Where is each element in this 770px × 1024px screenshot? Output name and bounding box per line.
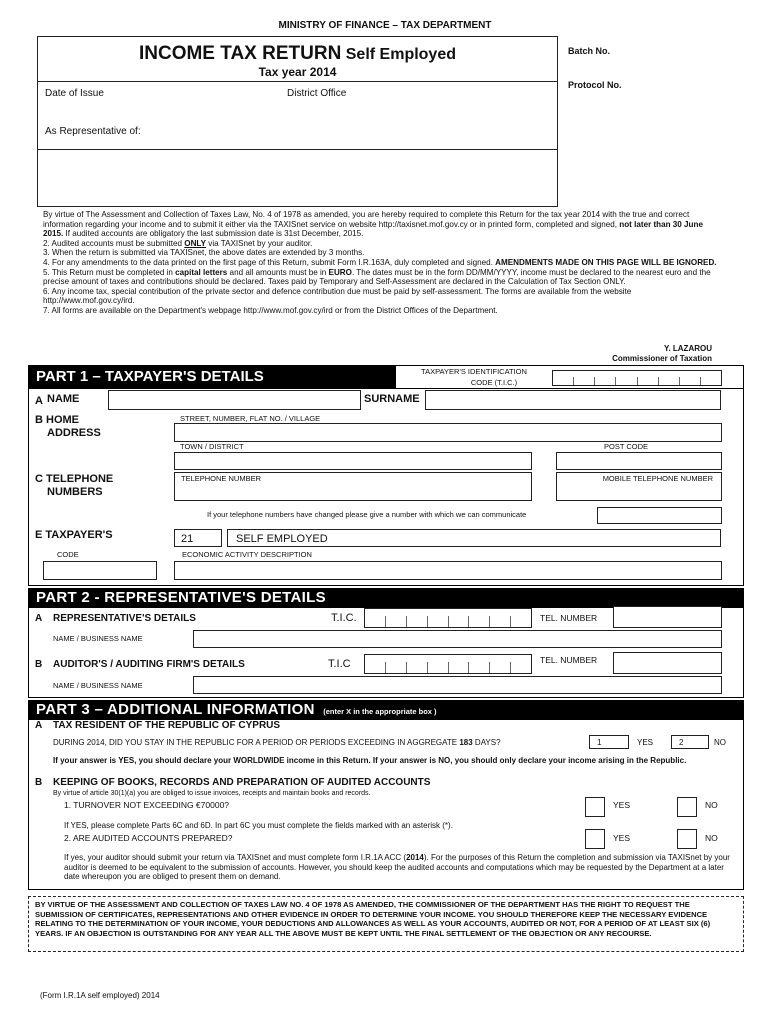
turnover-no-checkbox[interactable] [677, 797, 697, 817]
auditor-tic-input[interactable] [364, 654, 532, 674]
activity-description-input[interactable]: SELF EMPLOYED [227, 529, 721, 547]
surname-input[interactable] [425, 390, 721, 410]
town-input[interactable] [174, 452, 532, 470]
representative-of-label: As Representative of: [45, 126, 141, 137]
taxpayers-label: E TAXPAYER'S [35, 529, 113, 541]
turnover-note: If YES, please complete Parts 6C and 6D. In part 6C you must complete the fields marked with an asterisk (*). [64, 821, 453, 830]
resident-yes-label: YES [637, 738, 654, 747]
signatory-title: Commissioner of Taxation [612, 354, 712, 363]
telephone-label: C TELEPHONE [35, 473, 114, 485]
books-heading: KEEPING OF BOOKS, RECORDS AND PREPARATION OF AUDITED ACCOUNTS [53, 777, 431, 788]
mobile-input[interactable] [556, 472, 722, 501]
date-of-issue-label: Date of Issue [45, 88, 104, 99]
post-code-label: POST CODE [604, 442, 649, 451]
town-label: TOWN / DISTRICT [180, 442, 244, 451]
warning-text: BY VIRTUE OF THE ASSESSMENT AND COLLECTION OF TAXES LAW NO. 4 OF 1978 AS AMENDED, THE COMMISSIONER OF THE DEPARTMENT HAS THE RIGHT TO REQUEST THE SUBMISSION OF CERTIFICATES, REPRESENTATIONS AND OTHER EVIDENCE IN ORDER TO DETERMINE YOUR INCOME. YOU SHOULD THEREFORE KEEP THE NECESSARY EVIDENCE RELATING TO THE DETERMINATION OF YOUR INCOME, YOUR DEDUCTIONS AND ALLOWANCES AS WELL AS YOUR ACCOUNTS, AUDITED OR NOT, FOR A PERIOD OF AT LEAST SIX (6) YEARS. IF AN OBJECTION IS OUTSTANDING FOR ANY YEAR ALL THE ABOVE MUST BE KEPT UNTIL THE FINAL SETTLEMENT OF THE OBJECTION OR ANY RECOURSE. [35, 900, 711, 938]
part3-a-letter: A [35, 720, 43, 731]
ministry-heading: MINISTRY OF FINANCE – TAX DEPARTMENT [278, 20, 492, 31]
batch-no-label: Batch No. [568, 46, 611, 56]
instruction-3: 3. When the return is submitted via TAXISnet, the above dates are extended by 3 months. [43, 248, 365, 258]
tax-resident-heading: TAX RESIDENT OF THE REPUBLIC OF CYPRUS [53, 720, 281, 731]
instruction-6: 6. Any income tax, special contribution of the private sector and defence contribution due must be paid by self-assessment. The forms are available from the website http://www.mof.gov.cy/ird. [43, 286, 632, 306]
name-label: NAME [47, 393, 80, 405]
alternate-phone-input[interactable] [597, 507, 722, 524]
auditor-name-input[interactable] [193, 676, 722, 694]
home-label: B HOME [35, 414, 79, 426]
resident-no-label: NO [714, 738, 726, 747]
instruction-7: 7. All forms are available on the Department's webpage http://www.mof.gov.cy/ird or from the District Offices of the Department. [43, 305, 498, 315]
part1-a-letter: A [35, 395, 43, 407]
numbers-label: NUMBERS [47, 486, 103, 498]
part2-a-letter: A [35, 613, 43, 624]
activity-desc-label: ECONOMIC ACTIVITY DESCRIPTION [182, 550, 312, 559]
part1-title: PART 1 – TAXPAYER'S DETAILS [36, 368, 264, 385]
activity-code-input[interactable]: 21 [174, 529, 222, 547]
form-footer: (Form I.R.1A self employed) 2014 [40, 991, 160, 1000]
economic-activity-input[interactable] [174, 561, 722, 580]
audited-yes-checkbox[interactable] [585, 829, 605, 849]
turnover-yes-checkbox[interactable] [585, 797, 605, 817]
auditor-tel-input[interactable] [613, 652, 722, 674]
telephone-input[interactable] [174, 472, 532, 501]
instructions [43, 210, 719, 316]
part2-b-letter: B [35, 659, 43, 670]
phone-change-note: If your telephone numbers have changed please give a number with which we can communicate [207, 510, 527, 519]
title-box [37, 36, 558, 82]
resident-no-box[interactable]: 2 [671, 735, 709, 749]
representative-tel-label: TEL. NUMBER [540, 613, 598, 623]
residency-note: If your answer is YES, you should declare your WORLDWIDE income in this Return. If your answer is NO, you should only declare your income arising in the Republic. [53, 756, 687, 765]
representative-tel-input[interactable] [613, 606, 722, 628]
instruction-2: 2. Audited accounts must be submitted ONLY via TAXISnet by your auditor. [43, 238, 313, 248]
signatory-name: Y. LAZAROU [664, 344, 712, 353]
form-subtitle: Self Employed [345, 46, 456, 63]
tic-label-2: CODE (T.I.C.) [470, 378, 518, 387]
books-subtext: By virtue of article 30(1)(a) you are obliged to issue invoices, receipts and maintain books and records. [53, 790, 371, 797]
instruction-5: 5. This Return must be completed in capital letters and all amounts must be in EURO. The dates must be in the form DD/MM/YYYY, income must be declared to the nearest euro and the precise amount of taxes and contributions should be declared. Taxes paid by Temporary and Self-Assessment are declared in the Calculation of Tax Section ONLY. [43, 267, 711, 287]
address-label: ADDRESS [47, 427, 101, 439]
instruction-4: 4. For any amendments to the data printed on the first page of this Return, submit Form I.R.163A, duly completed and signed. AMENDMENTS MADE ON THIS PAGE WILL BE IGNORED. [43, 257, 717, 267]
part3-title-note: (enter X in the appropriate box ) [323, 707, 437, 716]
name-input[interactable] [108, 390, 361, 410]
part3-title: PART 3 – ADDITIONAL INFORMATION [36, 701, 315, 718]
part2-title-bar [28, 588, 744, 608]
surname-label: SURNAME [364, 393, 420, 405]
part3-title-bar [28, 700, 744, 720]
audited-yes-label: YES [613, 833, 631, 843]
representative-tic-label: T.I.C. [331, 612, 357, 624]
district-office-label: District Office [287, 88, 347, 99]
auditor-tic-label: T.I.C [328, 658, 351, 670]
street-label: STREET, NUMBER, FLAT NO. / VILLAGE [180, 414, 321, 423]
part2-title: PART 2 - REPRESENTATIVE'S DETAILS [36, 589, 326, 606]
part3-b-letter: B [35, 777, 43, 788]
resident-yes-box[interactable]: 1 [589, 735, 629, 749]
auditor-tel-label: TEL. NUMBER [540, 655, 598, 665]
audited-no-checkbox[interactable] [677, 829, 697, 849]
part1-title-bar [28, 365, 396, 388]
auditor-details-label: AUDITOR'S / AUDITING FIRM'S DETAILS [53, 659, 245, 670]
audited-note: If yes, your auditor should submit your return via TAXISnet and must complete form I.R.1A ACC (2014). For the purposes of this Return the completion and submission via TAXISnet by your auditor is deemed to be equivalent to the submission of accounts. However, you should keep the audited accounts and computations which may be requested by the Department at a later date whereupon you are obliged to present them on demand. [64, 853, 730, 881]
instruction-intro: By virtue of The Assessment and Collection of Taxes Law, No. 4 of 1978 as amended, you are hereby required to complete this Return for the tax year 2014 with the true and correct information regarding your income and to submit it either via the TAXISnet service on website http://taxisnet.mof.gov.cy or in printed form, completed and signed, not later than 30 June 2015. If audited accounts are obligatory the last submission date is 31st December, 2015. [43, 210, 703, 239]
protocol-no-label: Protocol No. [568, 80, 622, 90]
taxpayer-tic-input[interactable] [552, 370, 722, 386]
turnover-yes-label: YES [613, 800, 631, 810]
representative-name-label: NAME / BUSINESS NAME [53, 634, 143, 643]
warning-box [28, 896, 744, 952]
audited-no-label: NO [705, 833, 718, 843]
audited-question: 2. ARE AUDITED ACCOUNTS PREPARED? [64, 833, 233, 843]
representative-name-input[interactable] [193, 630, 722, 648]
telephone-number-label: TELEPHONE NUMBER [181, 474, 262, 483]
mobile-number-label: MOBILE TELEPHONE NUMBER [602, 474, 713, 483]
auditor-name-label: NAME / BUSINESS NAME [53, 681, 143, 690]
street-input[interactable] [174, 423, 722, 442]
representative-tic-input[interactable] [364, 608, 532, 628]
representative-details-label: REPRESENTATIVE'S DETAILS [53, 613, 196, 624]
code-label: CODE [57, 550, 79, 559]
post-code-input[interactable] [556, 452, 722, 470]
turnover-question: 1. TURNOVER NOT EXCEEDING €70000? [64, 800, 230, 810]
tic-label-1: TAXPAYER'S IDENTIFICATION [421, 367, 527, 376]
form-title: INCOME TAX RETURN [138, 43, 342, 64]
address-box [37, 81, 558, 207]
tax-year: Tax year 2014 [258, 65, 337, 79]
code-input[interactable] [43, 561, 157, 580]
turnover-no-label: NO [705, 800, 718, 810]
residency-question: DURING 2014, DID YOU STAY IN THE REPUBLIC FOR A PERIOD OR PERIODS EXCEEDING IN AGGREGATE 183 DAYS? [53, 738, 501, 747]
